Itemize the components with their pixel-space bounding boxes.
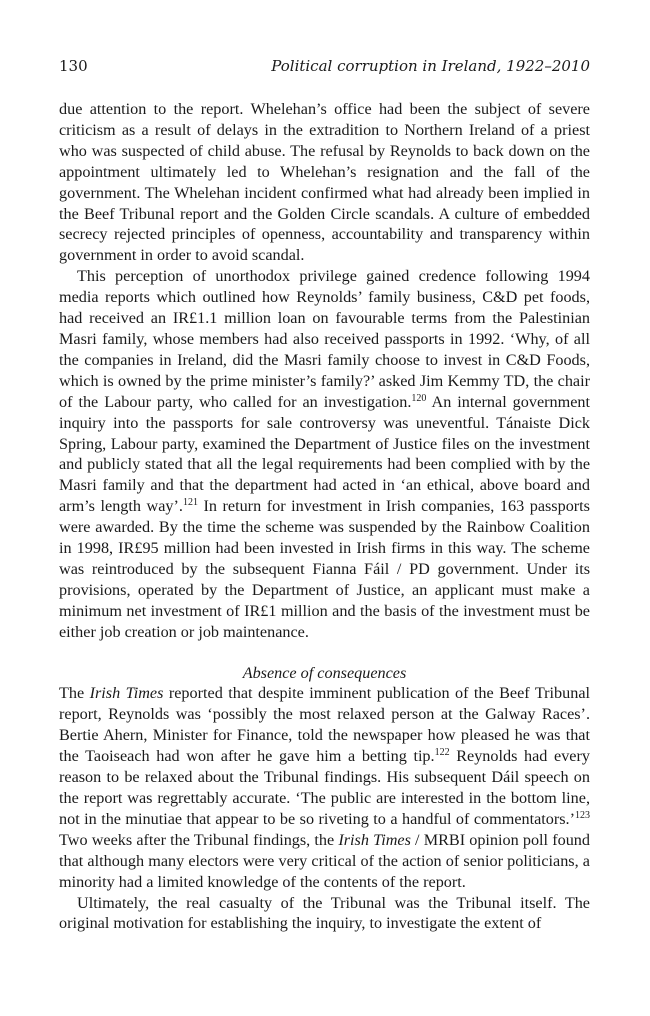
running-header <box>59 56 590 76</box>
paragraph-3-text-a: reported that despite imminent publication of the Beef Tribunal report, Reynolds was ‘possibly the most relaxed person at the Galway Races’. Bertie Ahern, Minister for Finance, told the newspaper how pleased he was that the Taoiseach had won after he gave him a betting tip. <box>59 684 590 766</box>
newspaper-title-1: Irish Times <box>89 684 164 703</box>
footnote-ref-120: 120 <box>411 392 427 404</box>
paragraph-3-text-d: / MRBI opinion poll found that although many electors were very critical of the action of senior politicians, a minority had a limited knowledge of the contents of the report. <box>59 830 590 891</box>
paragraph-3-text-b: Reynolds had every reason to be relaxed about the Tribunal findings. His subsequent Dáil speech on the report was regrettably accurate. ‘The public are interested in the bottom line, not in the minutiae that appear to be so riveting to a handful of commentators.’ <box>59 747 590 828</box>
footnote-ref-123: 123 <box>575 809 590 821</box>
footnote-ref-121: 121 <box>182 497 198 509</box>
paragraph-3-pre: The <box>59 684 90 703</box>
paragraph-2-text-a: This perception of unorthodox privilege gained credence following 1994 media reports which outlined how Reynolds’ family business, C&D pet foods, had received an IR£1.1 million loan on favourable terms from the Palestinian Masri family, whose members had also received passports in 1992. ‘Why, of all the companies in Ireland, did the Masri family choose to invest in C&D Foods, which is owned by the prime minister’s family?’ asked Jim Kemmy TD, the chair of the Labour party, who called for an investigation. <box>59 267 590 411</box>
paragraph-3 <box>59 683 590 892</box>
body-text <box>59 99 590 934</box>
running-title: Political corruption in Ireland, 1922–2010 <box>271 57 590 75</box>
paragraph-1: due attention to the report. Whelehan’s office had been the subject of severe criticism as a result of delays in the extradition to Northern Ireland of a priest who was suspected of child abuse. The refusal by Reynolds to back down on the appointment ultimately led to Whelehan’s resignation and the fall of the government. The Whelehan incident confirmed what had already been implied in the Beef Tribunal report and the Golden Circle scandals. A culture of embedded secrecy rejected principles of openness, accountability and transparency within government in order to avoid scandal. <box>59 100 590 265</box>
paragraph-2 <box>59 266 590 642</box>
section-heading: Absence of consequences <box>242 663 407 682</box>
page-number: 130 <box>59 57 88 75</box>
paragraph-2-text-c: In return for investment in Irish companies, 163 passports were awarded. By the time the scheme was suspended by the Rainbow Coalition in 1998, IR£95 million had been invested in Irish firms in this way. The scheme was reintroduced by the subsequent Fianna Fáil / PD government. Under its provisions, operated by the Department of Justice, an applicant must make a minimum net investment of IR£1 million and the basis of the investment must be either job creation or job maintenance. <box>59 497 590 641</box>
newspaper-title-2: Irish Times <box>338 830 411 849</box>
paragraph-3-text-c: Two weeks after the Tribunal findings, the <box>59 830 339 849</box>
paragraph-4: Ultimately, the real casualty of the Tribunal was the Tribunal itself. The original motivation for establishing the inquiry, to investigate the extent of <box>59 893 590 933</box>
footnote-ref-122: 122 <box>434 747 450 759</box>
book-page <box>59 56 590 934</box>
paragraph-2-text-b: An internal government inquiry into the passports for sale controversy was uneventful. Tánaiste Dick Spring, Labour party, examined the Department of Justice files on the investment and publicly stated that all the legal requirements had been complied with by the Masri family and that the department had acted in ‘an ethical, above board and arm’s length way’. <box>59 392 590 516</box>
